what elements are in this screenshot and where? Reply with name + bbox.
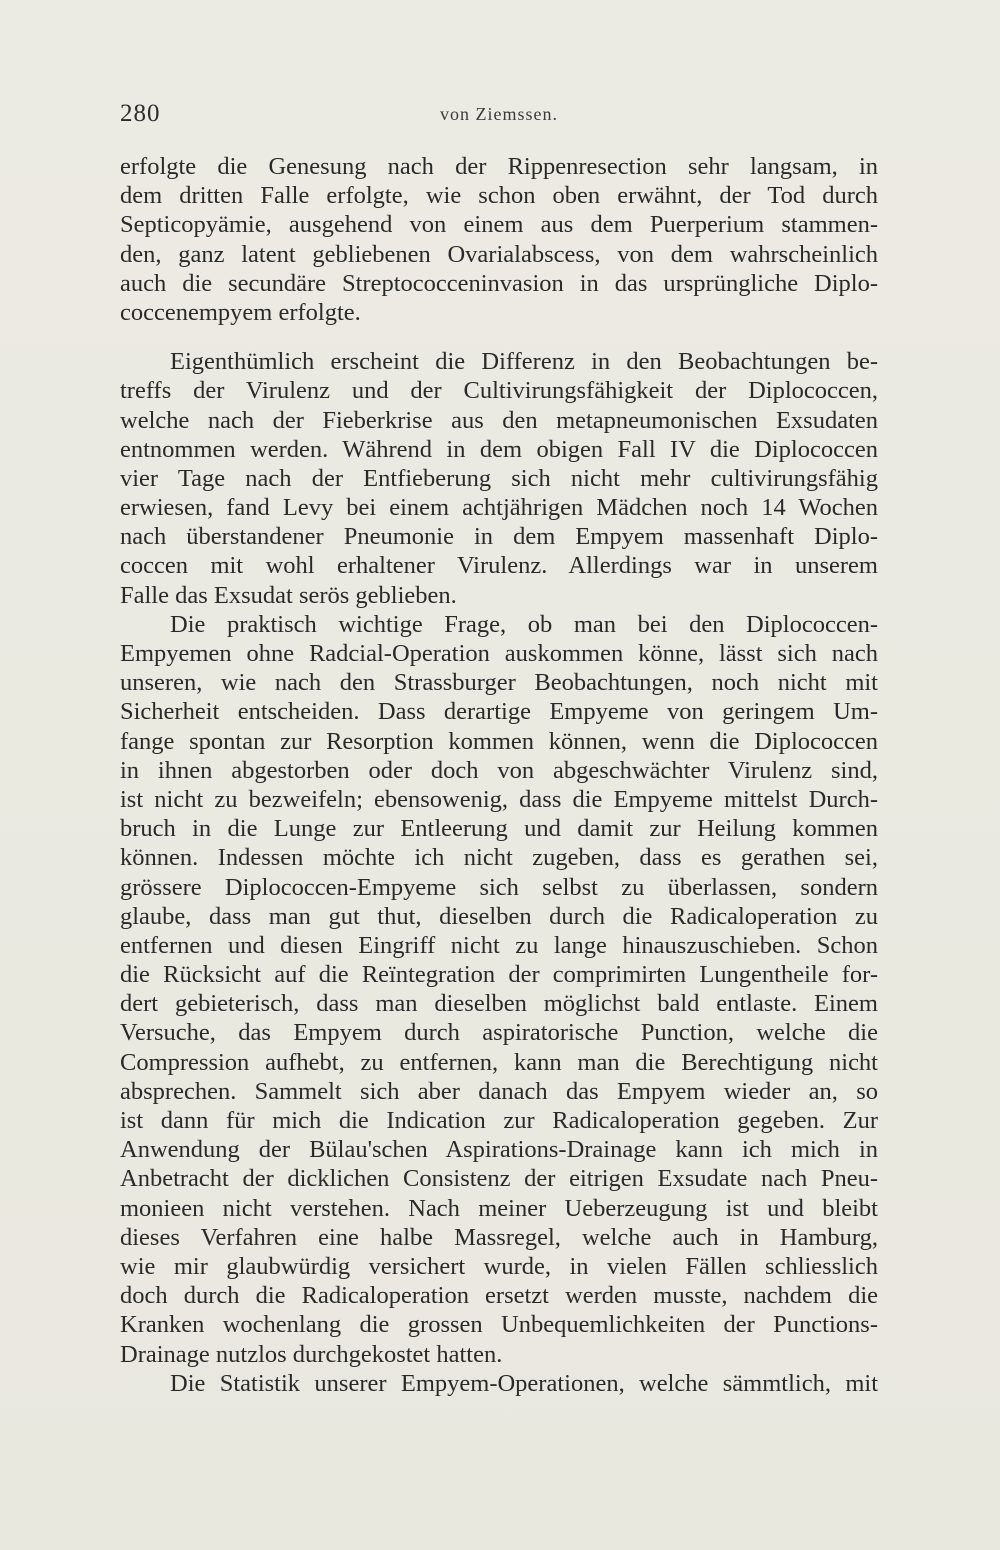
text-line: unseren, wie nach den Strassburger Beobachtungen, noch nicht mit [120, 669, 878, 697]
paragraph [120, 347, 878, 610]
text-line: Kranken wochenlang die grossen Unbequemlichkeiten der Punctions- [120, 1311, 878, 1339]
text-line: Versuche, das Empyem durch aspiratorische Punction, welche die [120, 1019, 878, 1047]
text-line: ist dann für mich die Indication zur Radicaloperation gegeben. Zur [120, 1107, 878, 1134]
text-line: Falle das Exsudat serös geblieben. [120, 581, 457, 609]
text-line: Septicopyämie, ausgehend von einem aus dem Puerperium stammen- [120, 211, 878, 239]
text-line: glaube, dass man gut thut, dieselben durch die Radicaloperation zu [120, 902, 878, 930]
text-line: dert gebieterisch, dass man dieselben möglichst bald entlaste. Einem [120, 990, 878, 1018]
text-line: entnommen werden. Während in dem obigen Fall IV die Diplococcen [120, 435, 878, 463]
text-line: Eigenthümlich erscheint die Differenz in den Beobachtungen be- [170, 348, 878, 376]
text-line: treffs der Virulenz und der Cultivirungsfähigkeit der Diplococcen, [120, 377, 878, 405]
text-line: in ihnen abgestorben oder doch von abgeschwächter Virulenz sind, [120, 756, 878, 784]
text-line: monieen nicht verstehen. Nach meiner Ueberzeugung ist und bleibt [120, 1194, 878, 1222]
text-line: coccenempyem erfolgte. [120, 298, 361, 326]
text-line: die Rücksicht auf die Reïntegration der comprimirten Lungentheile for- [120, 961, 878, 989]
text-line: ist nicht zu bezweifeln; ebensowenig, dass die Empyeme mittelst Durch- [120, 785, 878, 813]
text-line: erwiesen, fand Levy bei einem achtjährigen Mädchen noch 14 Wochen [120, 494, 878, 522]
paragraph [120, 1369, 878, 1398]
text-line: nach überstandener Pneumonie in dem Empyem massenhaft Diplo- [120, 523, 878, 551]
text-line: Drainage nutzlos durchgekostet hatten. [120, 1340, 503, 1368]
text-line: können. Indessen möchte ich nicht zugeben, dass es gerathen sei, [120, 844, 878, 872]
text-line: absprechen. Sammelt sich aber danach das Empyem wieder an, so [120, 1077, 878, 1105]
text-line: grössere Diplococcen-Empyeme sich selbst zu überlassen, sondern [120, 873, 878, 901]
text-line: vier Tage nach der Entfieberung sich nicht mehr cultivirungsfähig [120, 464, 878, 492]
text-line: Sicherheit entscheiden. Dass derartige Empyeme von geringem Um- [120, 698, 878, 726]
body-text [120, 152, 878, 1398]
text-line: wie mir glaubwürdig versichert wurde, in vielen Fällen schliesslich [120, 1252, 878, 1280]
text-line: Die Statistik unserer Empyem-Operationen, welche sämmtlich, mit [170, 1369, 878, 1397]
text-line: welche nach der Fieberkrise aus den metapneumonischen Exsudaten [120, 406, 878, 434]
page-number: 280 [120, 100, 161, 127]
text-line: coccen mit wohl erhaltener Virulenz. Allerdings war in unserem [120, 552, 878, 580]
text-line: erfolgte die Genesung nach der Rippenresection sehr langsam, in [120, 153, 878, 180]
text-line: bruch in die Lunge zur Entleerung und damit zur Heilung kommen [120, 815, 878, 843]
text-line: dieses Verfahren eine halbe Massregel, welche auch in Hamburg, [120, 1223, 878, 1251]
text-line: Die praktisch wichtige Frage, ob man bei den Diplococcen- [170, 610, 878, 638]
paragraph [120, 152, 878, 327]
text-line: entfernen und diesen Eingriff nicht zu lange hinauszuschieben. Schon [120, 931, 878, 959]
text-line: Anbetracht der dicklichen Consistenz der eitrigen Exsudate nach Pneu- [120, 1165, 878, 1193]
text-line: Empyemen ohne Radcial-Operation auskommen könne, lässt sich nach [120, 640, 878, 667]
paragraph-gap [120, 327, 878, 347]
text-line: auch die secundäre Streptococceninvasion in das ursprüngliche Diplo- [120, 269, 878, 297]
paragraph [120, 610, 878, 1369]
text-line: den, ganz latent gebliebenen Ovarialabscess, von dem wahrscheinlich [120, 240, 878, 268]
running-head: von Ziemssen. [440, 104, 558, 124]
page-header [120, 100, 878, 130]
text-line: Anwendung der Bülau'schen Aspirations-Drainage kann ich mich in [120, 1136, 878, 1164]
text-line: fange spontan zur Resorption kommen können, wenn die Diplococcen [120, 727, 878, 755]
text-line: Compression aufhebt, zu entfernen, kann man die Berechtigung nicht [120, 1048, 878, 1076]
text-line: doch durch die Radicaloperation ersetzt werden musste, nachdem die [120, 1282, 878, 1310]
text-line: dem dritten Falle erfolgte, wie schon oben erwähnt, der Tod durch [120, 182, 878, 210]
